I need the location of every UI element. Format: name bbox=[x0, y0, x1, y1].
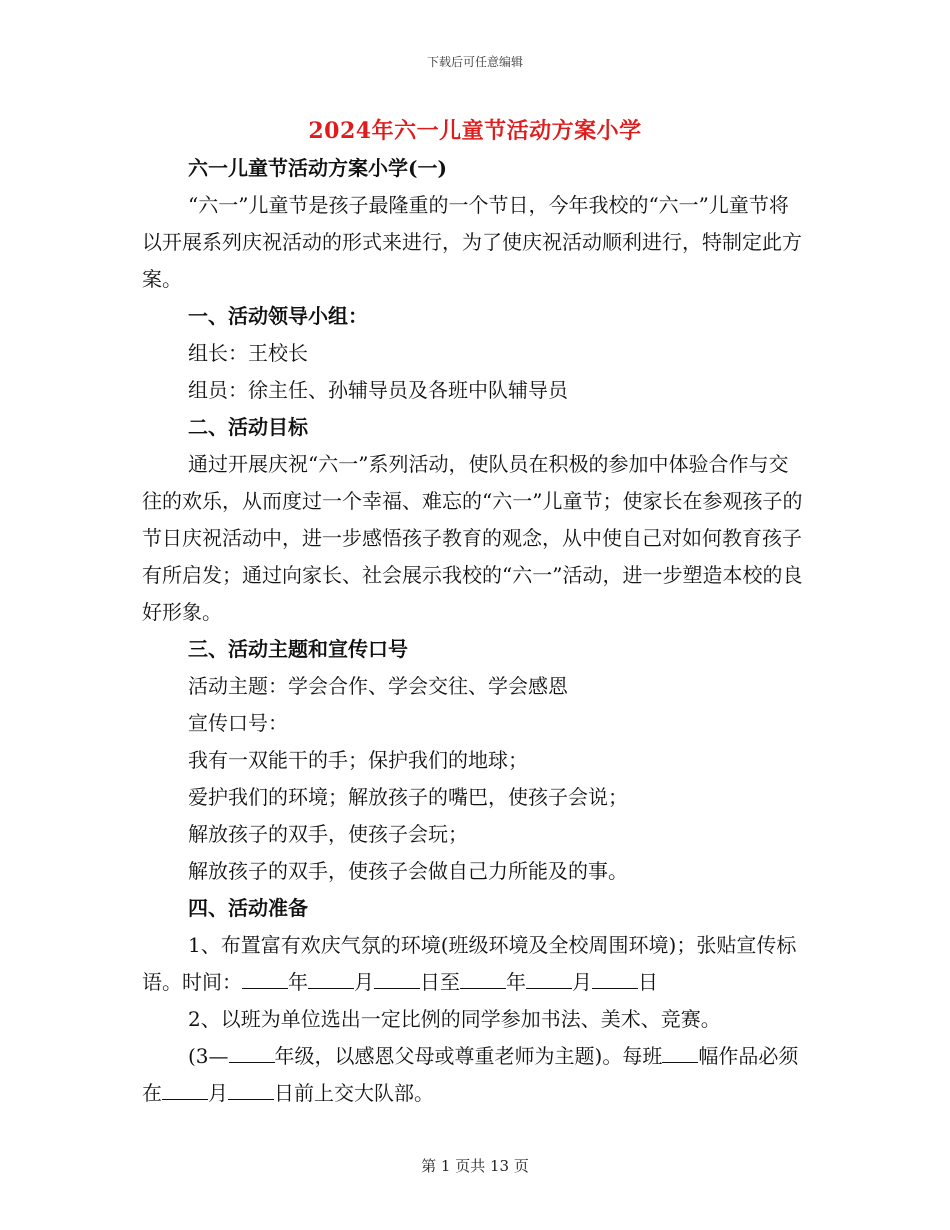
prep3-text-a: (3— bbox=[188, 1044, 229, 1068]
blank-line bbox=[229, 1040, 275, 1063]
slogan-line: 我有一双能干的手；保护我们的地球； bbox=[188, 748, 528, 772]
slogan-line: 爱护我们的环境；解放孩子的嘴巴，使孩子会说； bbox=[188, 785, 628, 809]
prep-item-3 bbox=[142, 1038, 808, 1112]
blank-line bbox=[592, 966, 638, 989]
prep1-month2: 月 bbox=[572, 970, 592, 994]
prep1-year2: 年 bbox=[506, 970, 526, 994]
heading-goals: 二、活动目标 bbox=[188, 415, 308, 439]
blank-line bbox=[228, 1077, 274, 1100]
prep-item-2: 2、以班为单位选出一定比例的同学参加书法、美术、竞赛。 bbox=[188, 1007, 721, 1031]
members-line: 组员：徐主任、孙辅导员及各班中队辅导员 bbox=[188, 378, 568, 402]
prep1-month: 月 bbox=[354, 970, 374, 994]
blank-line bbox=[460, 966, 506, 989]
section-title: 六一儿童节活动方案小学(一) bbox=[188, 156, 447, 180]
header-note: 下载后可任意编辑 bbox=[426, 55, 523, 69]
blank-line bbox=[374, 966, 420, 989]
prep3-text-c: 幅作品必须在 bbox=[142, 1044, 799, 1105]
slogan-line: 解放孩子的双手，使孩子会做自己力所能及的事。 bbox=[188, 859, 628, 883]
heading-leadership: 一、活动领导小组： bbox=[188, 304, 368, 328]
slogan-line: 解放孩子的双手，使孩子会玩； bbox=[188, 822, 468, 846]
prep1-day-to: 日至 bbox=[420, 970, 460, 994]
prep3-text-d: 日前上交大队部。 bbox=[274, 1081, 434, 1105]
prep-item-1 bbox=[142, 927, 808, 1001]
page-footer: 第 1 页共 13 页 bbox=[421, 1157, 529, 1175]
heading-preparation: 四、活动准备 bbox=[188, 896, 308, 920]
prep1-day2: 日 bbox=[638, 970, 658, 994]
blank-line bbox=[526, 966, 572, 989]
prep3-month: 月 bbox=[208, 1081, 228, 1105]
prep1-text: 1、布置富有欢庆气氛的环境(班级环境及全校周围环境)；张贴宣传标语。时间： bbox=[142, 933, 797, 994]
heading-theme: 三、活动主题和宣传口号 bbox=[188, 637, 408, 661]
blank-line bbox=[162, 1077, 208, 1100]
slogan-label: 宣传口号： bbox=[188, 711, 288, 735]
goal-paragraph: 通过开展庆祝“六一”系列活动，使队员在积极的参加中体验合作与交往的欢乐，从而度过一个幸福、难忘的“六一”儿童节；使家长在参观孩子的节日庆祝活动中，进一步感悟孩子教育的观念，从中使自己对如何教育孩子有所启发；通过向家长、社会展示我校的“六一”活动，进一步塑造本校的良好形象。 bbox=[142, 452, 803, 624]
blank-line bbox=[242, 966, 288, 989]
intro-paragraph: “六一”儿童节是孩子最隆重的一个节日，今年我校的“六一”儿童节将以开展系列庆祝活动的形式来进行，为了使庆祝活动顺利进行，特制定此方案。 bbox=[142, 193, 802, 291]
blank-line bbox=[662, 1040, 698, 1063]
document-title: 2024年六一儿童节活动方案小学 bbox=[308, 118, 642, 144]
prep1-year: 年 bbox=[288, 970, 308, 994]
prep3-text-b: 年级，以感恩父母或尊重老师为主题)。每班 bbox=[274, 1044, 663, 1068]
document-body bbox=[142, 150, 808, 1112]
leader-line: 组长：王校长 bbox=[188, 341, 308, 365]
blank-line bbox=[308, 966, 354, 989]
theme-line: 活动主题：学会合作、学会交往、学会感恩 bbox=[188, 674, 568, 698]
